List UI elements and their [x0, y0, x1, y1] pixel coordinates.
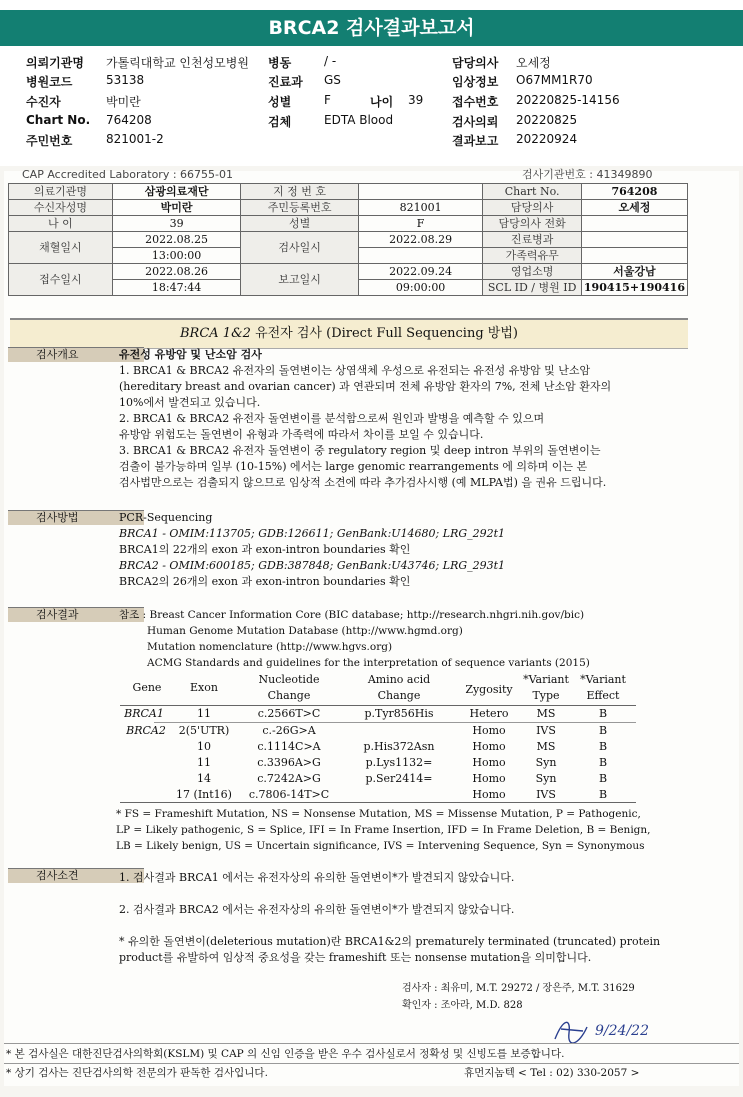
section-label-method: 검사방법: [8, 510, 144, 525]
info-value: 2022.09.24: [358, 264, 483, 280]
variant-nucleotide: c.1114C>A: [257, 740, 321, 753]
col-header-gene: Gene: [132, 681, 162, 694]
header-row-5: [26, 132, 726, 150]
header-value: GS: [324, 73, 341, 87]
method-line: BRCA1 - OMIM:113705; GDB:126611; GenBank:U14680; LRG_292t1: [119, 527, 506, 540]
info-label: 보고일시: [241, 264, 358, 296]
variant-exon: 17 (Int16): [176, 788, 232, 801]
info-label: SCL ID / 병원 ID: [483, 280, 581, 296]
overview-line: 유방암 위험도는 돌연변이 유형과 가족력에 따라서 차이를 보일 수 있습니다.: [119, 428, 484, 441]
header-row-4: [26, 113, 726, 131]
info-label: 진료병과: [483, 232, 581, 248]
info-label: Chart No.: [483, 184, 581, 200]
variant-aa: p.His372Asn: [363, 740, 435, 753]
lab-contact: 휴먼지놈텍 < Tel : 02) 330-2057 >: [464, 1067, 640, 1079]
variant-nucleotide: c.7242A>G: [257, 772, 321, 785]
info-value: 삼광의료재단: [112, 184, 241, 200]
info-label: 영업소명: [483, 264, 581, 280]
info-label: 채혈일시: [9, 232, 113, 264]
info-value: [358, 184, 483, 200]
examiner: 검사자 : 최유미, M.T. 29272 / 장은주, M.T. 31629: [402, 983, 635, 994]
test-title: [10, 318, 688, 349]
info-label: 담당의사: [483, 200, 581, 216]
overview-line: 1. BRCA1 & BRCA2 유전자의 돌연변이는 상염색체 우성으로 유전되는 유전성 유방암 및 난소암: [119, 364, 591, 377]
header-value: 53138: [106, 73, 145, 87]
reference-line: 참조 : Breast Cancer Information Core (BIC database; http://research.nhgri.nih.gov/bic): [119, 609, 585, 621]
header-value: 20220924: [516, 132, 578, 146]
header-value: 20220825-14156: [516, 93, 620, 107]
header-value: 764208: [106, 113, 152, 127]
header-label: 나이: [370, 95, 394, 109]
info-value: F: [358, 216, 483, 232]
variant-zygosity: Hetero: [469, 707, 509, 720]
col-header-nucleotide: Nucleotide: [258, 673, 320, 686]
info-label: 주민등록번호: [241, 200, 358, 216]
variant-zygosity: Homo: [472, 756, 506, 769]
info-value: 39: [112, 216, 241, 232]
method-line: PCR-Sequencing: [119, 511, 213, 524]
header-label: 검사의뢰: [452, 115, 499, 129]
header-value: F: [324, 93, 331, 107]
section-label-opinion: 검사소견: [8, 868, 144, 883]
col-header-variant-effect: *Variant: [580, 673, 626, 686]
info-value: 서울강남: [581, 264, 687, 280]
variant-type: IVS: [536, 788, 556, 801]
header-label: 의뢰기관명: [26, 56, 84, 70]
variant-type: Syn: [535, 772, 557, 785]
variant-exon: 10: [197, 740, 211, 753]
header-row-3: [26, 93, 726, 111]
info-label: 지 정 번 호: [241, 184, 358, 200]
variant-zygosity: Homo: [472, 724, 506, 737]
variant-gene: BRCA1: [124, 707, 164, 720]
variant-exon: 11: [197, 707, 211, 720]
info-label: 나 이: [9, 216, 113, 232]
patient-info-table: [8, 183, 688, 296]
variant-type: IVS: [536, 724, 556, 737]
overview-line: 검사법만으로는 검출되지 않으므로 임상적 소견에 따라 추가검사시행 (예 MLPA법) 을 권유 드립니다.: [119, 476, 607, 489]
header-row-2: [26, 73, 726, 91]
info-value: [581, 216, 687, 232]
variant-exon: 11: [197, 756, 211, 769]
report-title-banner: BRCA2 검사결과보고서: [0, 10, 743, 46]
variant-exon: 2(5'UTR): [178, 724, 230, 737]
divider: [4, 1063, 739, 1064]
info-label: 접수일시: [9, 264, 113, 296]
variant-effect: B: [598, 788, 608, 801]
overview-heading: 유전성 유방암 및 난소암 검사: [119, 348, 262, 361]
confirmer: 확인자 : 조아라, M.D. 828: [402, 1000, 523, 1011]
header-label: 접수번호: [452, 95, 499, 109]
variant-type: MS: [536, 740, 556, 753]
info-value: 190415+190416: [581, 280, 687, 296]
variant-exon: 14: [197, 772, 211, 785]
col-header-variant-type: Type: [532, 689, 560, 702]
info-value: 2022.08.29: [358, 232, 483, 248]
opinion-line: 1. 검사결과 BRCA1 에서는 유전자상의 유의한 돌연변이*가 발견되지 않았습니다.: [119, 871, 515, 884]
header-value: EDTA Blood: [324, 113, 394, 127]
header-value: 39: [408, 93, 424, 107]
overview-line: (hereditary breast and ovarian cancer) 과 연관되며 전체 유방암 환자의 7%, 전체 난소암 환자의: [119, 380, 612, 393]
header-label: 주민번호: [26, 134, 73, 148]
header-label: 결과보고: [452, 134, 499, 148]
variant-effect: B: [598, 756, 608, 769]
scanned-report: [4, 168, 739, 1086]
variant-gene: BRCA2: [126, 724, 166, 737]
header-label: 담당의사: [452, 56, 499, 70]
method-line: BRCA2의 26개의 exon 과 exon-intron boundaries 확인: [119, 575, 411, 588]
section-label-overview: 검사개요: [8, 347, 144, 362]
info-value: [358, 248, 483, 264]
info-label: 의료기관명: [9, 184, 113, 200]
overview-line: 검출이 불가능하며 일부 (10-15%) 에서는 large genomic rearrangements 에 의하며 이는 본: [119, 460, 588, 473]
variant-effect: B: [598, 707, 608, 720]
header-label: 성별: [268, 95, 292, 109]
info-label: 가족력유무: [483, 248, 581, 264]
variant-effect: B: [598, 740, 608, 753]
header-value: O67MM1R70: [516, 73, 593, 87]
col-header-zygosity: Zygosity: [465, 683, 513, 696]
info-label: 검사일시: [241, 232, 358, 264]
header-value: 오세정: [516, 56, 551, 70]
header-value: 20220825: [516, 113, 578, 127]
footnote-line: LB = Likely benign, US = Uncertain significance, IVS = Intervening Sequence, Syn = Synonymous: [116, 840, 645, 852]
variant-zygosity: Homo: [472, 788, 506, 801]
info-value: [581, 248, 687, 264]
info-value: 13:00:00: [112, 248, 241, 264]
col-header-aa: Amino acid: [367, 673, 431, 686]
signature-date: 9/24/22: [595, 1023, 649, 1039]
table-rule: [120, 705, 636, 706]
variant-nucleotide: c.2566T>C: [257, 707, 321, 720]
header-label: 진료과: [268, 75, 303, 89]
col-header-aa: Change: [377, 689, 421, 702]
variant-effect: B: [598, 772, 608, 785]
info-value: [581, 232, 687, 248]
header-label: 임상정보: [452, 75, 499, 89]
info-label: 담당의사 전화: [483, 216, 581, 232]
info-value: 오세정: [581, 200, 687, 216]
variant-zygosity: Homo: [472, 740, 506, 753]
variant-nucleotide: c.7806-14T>C: [248, 788, 330, 801]
variant-nucleotide: c.-26G>A: [262, 724, 316, 737]
col-header-variant-type: *Variant: [523, 673, 569, 686]
header-label: 수진자: [26, 95, 61, 109]
variant-aa: p.Lys1132=: [365, 756, 433, 769]
info-value: 18:47:44: [112, 280, 241, 296]
divider: [4, 1043, 739, 1044]
info-label: 성별: [241, 216, 358, 232]
test-title-genes: BRCA 1&2: [180, 326, 251, 341]
overview-line: 3. BRCA1 & BRCA2 유전자 돌연변이 중 regulatory region 및 deep intron 부위의 돌연변이는: [119, 444, 601, 457]
table-rule: [154, 722, 636, 723]
variant-effect: B: [598, 724, 608, 737]
header-row-1: [26, 54, 726, 72]
method-line: BRCA1의 22개의 exon 과 exon-intron boundaries 확인: [119, 543, 411, 556]
variant-type: MS: [536, 707, 556, 720]
info-value: 764208: [581, 184, 687, 200]
info-value: 2022.08.25: [112, 232, 241, 248]
reference-line: Human Genome Mutation Database (http://www.hgmd.org): [147, 625, 463, 637]
reference-line: ACMG Standards and guidelines for the interpretation of sequence variants (2015): [147, 657, 590, 669]
info-value: 821001: [358, 200, 483, 216]
info-label: 수신자성명: [9, 200, 113, 216]
lab-number: 검사기관번호 : 41349890: [522, 168, 653, 181]
info-value: 박미란: [112, 200, 241, 216]
bottom-note: * 상기 검사는 진단검사의학 전문의가 판독한 검사입니다.: [6, 1067, 268, 1079]
header-label: 검체: [268, 115, 292, 129]
section-label-result: 검사결과: [8, 607, 144, 622]
footnote-line: * FS = Frameshift Mutation, NS = Nonsense Mutation, MS = Missense Mutation, P = Pathogenic,: [116, 808, 641, 820]
method-line: BRCA2 - OMIM:600185; GDB:387848; GenBank:U43746; LRG_293t1: [119, 559, 506, 572]
footnote-line: LP = Likely pathogenic, S = Splice, IFI = In Frame Insertion, IFD = In Frame Deletion, B = Benign,: [116, 824, 651, 836]
header-value: 821001-2: [106, 132, 164, 146]
opinion-line: 2. 검사결과 BRCA2 에서는 유전자상의 유의한 돌연변이*가 발견되지 않았습니다.: [119, 903, 515, 916]
header-label: Chart No.: [26, 113, 91, 127]
variant-aa: p.Ser2414=: [365, 772, 433, 785]
info-value: 09:00:00: [358, 280, 483, 296]
col-header-nucleotide: Change: [267, 689, 311, 702]
col-header-exon: Exon: [190, 681, 218, 694]
cap-number: CAP Accredited Laboratory : 66755-01: [22, 168, 233, 181]
opinion-line: * 유의한 돌연변이(deleterious mutation)란 BRCA1&2의 prematurely terminated (truncated) protein: [119, 935, 661, 948]
reference-line: Mutation nomenclature (http://www.hgvs.org): [147, 641, 393, 653]
header-label: 병동: [268, 56, 292, 70]
overview-line: 2. BRCA1 & BRCA2 유전자 돌연변이를 분석함으로써 원인과 발병을 예측할 수 있으며: [119, 412, 545, 425]
header-value: / -: [324, 54, 337, 68]
overview-line: 10%에서 발견되고 있습니다.: [119, 396, 261, 409]
certification: * 본 검사실은 대한진단검사의학회(KSLM) 및 CAP 의 신임 인증을 받은 우수 검사실로서 정확성 및 신빙도를 보증합니다.: [6, 1048, 565, 1060]
variant-nucleotide: c.3396A>G: [257, 756, 321, 769]
variant-zygosity: Homo: [472, 772, 506, 785]
col-header-variant-effect: Effect: [586, 689, 620, 702]
header-value: 박미란: [106, 95, 141, 109]
header-label: 병원코드: [26, 75, 73, 89]
table-rule: [120, 802, 636, 803]
variant-type: Syn: [535, 756, 557, 769]
opinion-line: product를 유발하여 임상적 중요성을 갖는 frameshift 또는 nonsense mutation을 의미합니다.: [119, 951, 592, 964]
test-title-method: 유전자 검사 (Direct Full Sequencing 방법): [250, 326, 518, 341]
variant-aa: p.Tyr856His: [364, 707, 434, 720]
header-value: 가톨릭대학교 인천성모병원: [106, 56, 249, 70]
info-value: 2022.08.26: [112, 264, 241, 280]
